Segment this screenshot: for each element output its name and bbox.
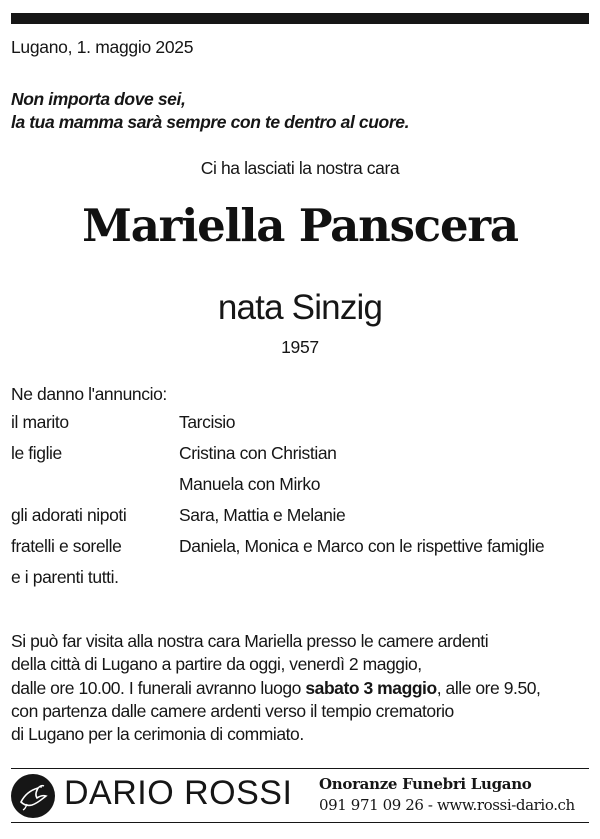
notice-line-3-end: , alle ore 9.50, bbox=[436, 677, 541, 698]
relative-names: Cristina con Christian bbox=[179, 443, 337, 463]
relative-row bbox=[11, 567, 544, 598]
relative-row bbox=[11, 536, 544, 567]
relative-names: Tarcisio bbox=[179, 412, 236, 432]
notice-line-4: con partenza dalle camere ardenti verso il tempio crematorio bbox=[11, 700, 454, 721]
deceased-name: Mariella Panscera bbox=[82, 199, 518, 252]
relative-role: il marito bbox=[11, 412, 69, 432]
relative-role: le figlie bbox=[11, 443, 62, 463]
footer-top-rule bbox=[11, 768, 589, 769]
maiden-name: nata Sinzig bbox=[217, 288, 383, 327]
birth-year: 1957 bbox=[281, 337, 319, 357]
funeral-date: sabato 3 maggio bbox=[305, 677, 437, 698]
notice-date: Lugano, 1. maggio 2025 bbox=[11, 37, 194, 57]
notice-line-3-start: dalle ore 10.00. I funerali avranno luogo bbox=[11, 677, 306, 698]
relative-role: e i parenti tutti. bbox=[11, 567, 119, 587]
quote-line-1: Non importa dove sei, bbox=[11, 89, 186, 109]
brand-name: DARIO ROSSI bbox=[64, 774, 293, 812]
relative-role: fratelli e sorelle bbox=[11, 536, 122, 556]
relative-role: gli adorati nipoti bbox=[11, 505, 127, 525]
quote-line-2: la tua mamma sarà sempre con te dentro al cuore. bbox=[11, 112, 410, 132]
relative-names: Manuela con Mirko bbox=[179, 474, 321, 494]
top-rule bbox=[11, 13, 589, 24]
relative-row bbox=[11, 412, 544, 443]
footer-bottom-rule bbox=[11, 822, 589, 823]
relatives-list bbox=[11, 412, 544, 598]
relative-names: Sara, Mattia e Melanie bbox=[179, 505, 346, 525]
quote bbox=[11, 88, 409, 134]
company-name: Onoranze Funebri Lugano bbox=[319, 775, 532, 793]
notice-line-1: Si può far visita alla nostra cara Mariella presso le camere ardenti bbox=[11, 631, 489, 651]
announcement-heading: Ne danno l'annuncio: bbox=[11, 384, 167, 404]
notice-line-2: della città di Lugano a partire da oggi, venerdì 2 maggio, bbox=[11, 654, 422, 675]
relative-row bbox=[11, 505, 544, 536]
notice-line-3 bbox=[11, 677, 596, 700]
company-contact: 091 971 09 26 - www.rossi-dario.ch bbox=[319, 796, 575, 814]
relative-names: Daniela, Monica e Marco con le rispettive famiglie bbox=[179, 536, 545, 556]
intro-text: Ci ha lasciati la nostra cara bbox=[200, 158, 400, 178]
dove-icon bbox=[11, 774, 55, 818]
visitation-notice bbox=[11, 630, 596, 746]
relative-row bbox=[11, 474, 544, 505]
relative-row bbox=[11, 443, 544, 474]
notice-line-5: di Lugano per la cerimonia di commiato. bbox=[11, 724, 304, 745]
